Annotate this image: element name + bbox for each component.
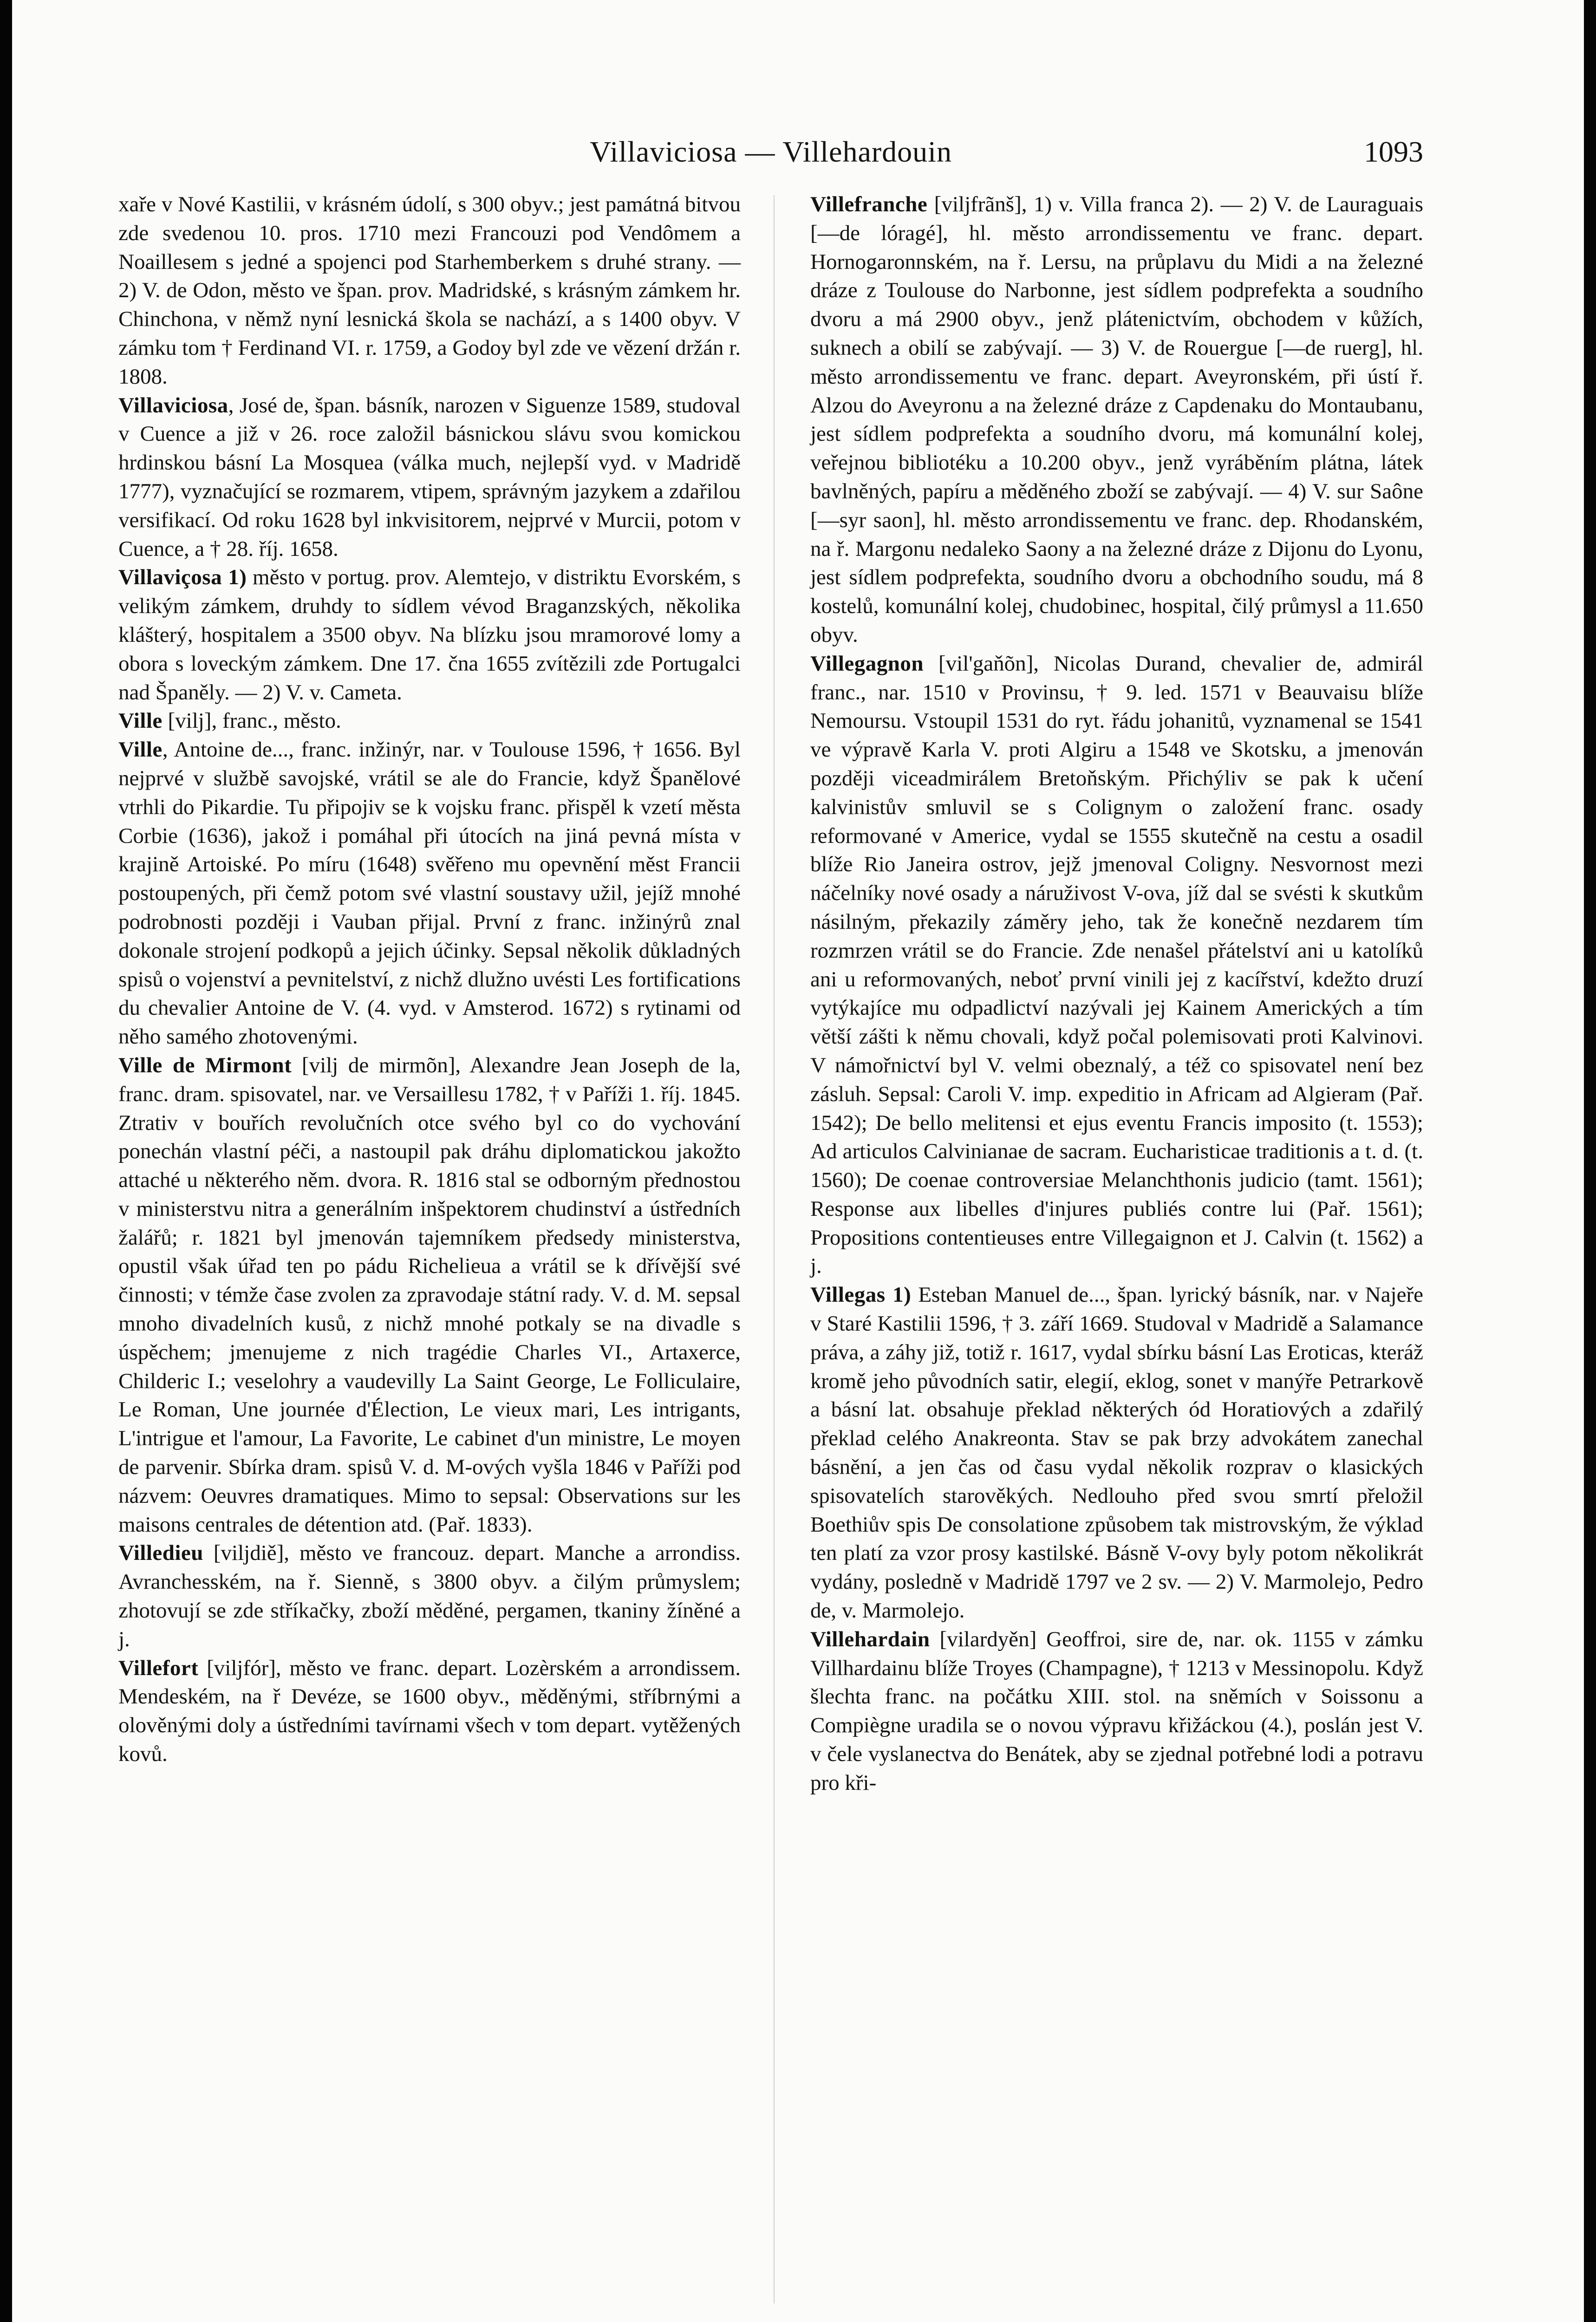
- dictionary-entry: [118, 1539, 741, 1654]
- entry-headword: Villaviçosa 1): [118, 565, 247, 590]
- entry-headword: Villefranche: [810, 192, 928, 216]
- entry-headword: Ville: [118, 737, 163, 762]
- dictionary-entry: [810, 1281, 1423, 1625]
- left-column: [118, 190, 741, 1769]
- entry-headword: Villegagnon: [810, 651, 924, 676]
- entry-text: [vil'gaňõn], Nicolas Durand, chevalier de, admirál franc., nar. 1510 v Provinsu, † 9. led. 1571 v Beauvaisu blíže Nemoursu. Vstoupil 1531 do ryt. řádu johanitů, vyznamenal se 1541 ve výpravě Karla V. proti Algiru a 1548 ve Skotsku, a jmenován později viceadmirálem Bretoňským. Přichýliv se pak k učení kalvinistův smluvil se s Colignym o založení franc. osady reformované v Americe, vydal se 1555 skutečně na cestu a osadil blíže Rio Janeira ostrov, jejž jmenoval Coligny. Nesvornost mezi náčelníky nové osady a náruživost V-ova, jíž dal se svésti k skutkům násilným, překazily záměry jeho, tak že konečně nezdarem tím rozmrzen vrátil se do Francie. Zde nenašel přátelství ani u katolíků ani u reformovaných, neboť první vinili jej z kacířství, kdežto druzí vytýkajíce mu odpadlictví nazývali jej Kainem Amerických a tím větší zášti k němu chovali, když počal polemisovati proti Kalvinovi. V námořnictví byl V. velmi obeznalý, a též co spisovatel není bez zásluh. Sepsal: Caroli V. imp. expeditio in Africam ad Algieram (Pař. 1542); De bello melitensi et ejus eventu Francis imposito (t. 1553); Ad articulos Calvinianae de sacram. Eucharisticae traditionis a t. d. (t. 1560); De coenae controversiae Melanchthonis judicio (tamt. 1561); Response aux libelles d'injures publiés contre lui (Pař. 1561); Propositions contentieuses entre Villegaignon et J. Calvin (t. 1562) a j.: [810, 651, 1423, 1278]
- entry-text: [vilj], franc., město.: [162, 709, 341, 733]
- dictionary-entry: [118, 1051, 741, 1539]
- entry-headword: Ville: [118, 709, 163, 733]
- dictionary-entry: [118, 1654, 741, 1769]
- entry-text: [vilardyěn] Geoffroi, sire de, nar. ok. 1155 v zámku Villhardainu blíže Troyes (Champagne), † 1213 v Messinopolu. Když šlechta franc. na počátku XIII. stol. na sněmích v Soissonu a Compiègne uradila se o novou výpravu křižáckou (4.), poslán jest V. v čele vyslanectva do Benátek, aby se zjednal potřebné lodi a potravu pro kři-: [810, 1627, 1423, 1795]
- entry-headword: Villaviciosa: [118, 393, 228, 417]
- dictionary-entry: [810, 190, 1423, 650]
- scan-border-left: [0, 0, 12, 2322]
- scan-border-right: [1584, 0, 1596, 2322]
- entry-headword: Villehardain: [810, 1627, 930, 1651]
- dictionary-entry: [118, 707, 741, 736]
- dictionary-entry: [810, 650, 1423, 1281]
- page-header: [118, 122, 1423, 177]
- dictionary-entry: [118, 563, 741, 707]
- entry-text: [viljdiě], město ve francouz. depart. Manche a arrondiss. Avranchesském, na ř. Sienně, s 3800 obyv. a čilým průmyslem; zhotovují se zde stříkačky, zboží měděné, pergamen, tkaniny žíněné a j.: [118, 1541, 741, 1651]
- entry-headword: Villedieu: [118, 1541, 203, 1565]
- entry-text: [vilj de mirmõn], Alexandre Jean Joseph de la, franc. dram. spisovatel, nar. ve Versaillesu 1782, † v Paříži 1. říj. 1845. Ztrativ v bouřích revolučních otce svého byl co do vychování ponechán vlastní péči, a nastoupil pak dráhu diplomatickou jakožto attaché u některého něm. dvora. R. 1816 stal se odborným přednostou v ministerstvu nitra a generálním inšpektorem chudinství a ústředních žalářů; r. 1821 byl jmenován tajemníkem předsedy ministerstva, opustil však úřad ten po pádu Richelieua a vrátil se k dřívější své činnosti; v témže čase zvolen za zpravodaje státní rady. V. d. M. sepsal mnoho divadelních kusů, z nichž mnohé potkaly se na divadle s úspěchem; jmenujeme z nich tragédie Charles VI., Artaxerce, Childeric I.; veselohry a vaudevilly La Saint George, Le Folliculaire, Le Roman, Une journée d'Élection, Le vieux mari, Les intrigants, L'intrigue et l'amour, La Favorite, Le cabinet d'un ministre, Le moyen de parvenir. Sbírka dram. spisů V. d. M-ových vyšla 1846 v Paříži pod názvem: Oeuvres dramatiques. Mimo to sepsal: Observations sur les maisons centrales de détention atd. (Pař. 1833).: [118, 1053, 741, 1537]
- column-divider: [774, 195, 775, 2303]
- entry-text: xaře v Nové Kastilii, v krásném údolí, s 300 obyv.; jest památná bitvou zde svedenou 10. pros. 1710 mezi Francouzi pod Vendômem a Noaillesem s jedné a spojenci pod Starhemberkem s druhé strany. — 2) V. de Odon, město ve špan. prov. Madridské, s krásným zámkem hr. Chinchona, v němž nyní lesnická škola se nachází, a s 1400 obyv. V zámku tom † Ferdinand VI. r. 1759, a Godoy byl zde ve vězení držán r. 1808.: [118, 192, 741, 389]
- entry-headword: Villegas 1): [810, 1283, 912, 1307]
- dictionary-entry: [118, 736, 741, 1051]
- right-column: [810, 190, 1423, 1798]
- entry-text: [viljfrãnš], 1) v. Villa franca 2). — 2) V. de Lauraguais [—de lóragé], hl. město arrondissementu ve franc. depart. Hornogaronnském, na ř. Lersu, na průplavu du Midi a na železné dráze z Toulouse do Narbonne, jest sídlem podprefekta a soudního dvoru a má 2900 obyv., jenž plátenictvím, obchodem v kůžích, suknech a obilí se zabývají. — 3) V. de Rouergue [—de ruerg], hl. město arrondissementu ve franc. depart. Aveyronském, při ústí ř. Alzou do Aveyronu a na železné dráze z Capdenaku do Montaubanu, jest sídlem podprefekta a soudního dvoru, má komunální kolej, veřejnou bibliotéku a 10.200 obyv., jenž vyráběním plátna, látek bavlněných, papíru a měděného zboží se zabývají. — 4) V. sur Saône [—syr saon], hl. město arrondissementu ve franc. dep. Rhodanském, na ř. Margonu nedaleko Saony a na železné dráze z Dijonu do Lyonu, jest sídlem podprefekta, soudního dvoru a obchodního soudu, má 8 kostelů, komunální kolej, chudobinec, hospital, čilý průmysl a 11.650 obyv.: [810, 192, 1423, 647]
- entry-text: , José de, špan. básník, narozen v Siguenze 1589, studoval v Cuence a již v 26. roce založil básnickou slávu svou komickou hrdinskou básní La Mosquea (válka much, nejlepší vyd. v Madridě 1777), vyznačující se rozmarem, vtipem, správným jazykem a zdařilou versifikací. Od roku 1628 byl inkvisitorem, nejprvé v Murcii, potom v Cuence, a † 28. říj. 1658.: [118, 393, 741, 561]
- page-number: 1093: [1364, 135, 1423, 168]
- entry-text: Esteban Manuel de..., špan. lyrický básník, nar. v Najeře v Staré Kastilii 1596, † 3. září 1669. Studoval v Madridě a Salamance práva, a záhy již, totiž r. 1617, vydal sbírku básní Las Eroticas, kteráž kromě jeho původních satir, elegií, eklog, sonet v manýře Petrarkově a básní lat. obsahuje překlad některých ód Horatiových a zdařilý překlad celého Anakreonta. Stav se pak brzy advokátem zanechal básnění, a jen čas od času vydal několik rozprav o klasických spisovatelích starověkých. Nedlouho před svou smrtí přeložil Boethiův spis De consolatione způsobem tak mistrovským, že výklad ten platí za vzor prosy kastilské. Básně V-ovy byly potom několikrát vydány, posledně v Madridě 1797 ve 2 sv. — 2) V. Marmolejo, Pedro de, v. Marmolejo.: [810, 1283, 1423, 1623]
- entry-text: , Antoine de..., franc. inžinýr, nar. v Toulouse 1596, † 1656. Byl nejprvé v službě savojské, vrátil se ale do Francie, když Španělové vtrhli do Pikardie. Tu připojiv se k vojsku franc. přispěl k vzetí města Corbie (1636), jakož i pomáhal při útocích na jiná pevná místa v krajině Artoiské. Po míru (1648) svěřeno mu opevnění měst Francii postoupených, při čemž potom své vlastní soustavy užil, jejíž mnohé podrobnosti později i Vauban přijal. První z franc. inžinýrů znal dokonale strojení podkopů a jejich účinky. Sepsal několik důkladných spisů o vojenství a pevnitelství, z nichž dlužno uvésti Les fortifications du chevalier Antoine de V. (4. vyd. v Amsterod. 1672) s rytinami od něho samého zhotovenými.: [118, 737, 741, 1049]
- entry-headword: Ville de Mirmont: [118, 1053, 292, 1077]
- entry-headword: Villefort: [118, 1656, 199, 1680]
- entry-text: [viljfór], město ve franc. depart. Lozèrském a arrondissem. Mendeském, na ř Devéze, se 1600 obyv., měděnými, stříbrnými a olověnými doly a ústředními tavírnami všech v tom depart. vytěžených kovů.: [118, 1656, 741, 1767]
- dictionary-entry: [118, 391, 741, 564]
- dictionary-entry: [118, 190, 741, 391]
- running-title: Villaviciosa — Villehardouin: [590, 135, 952, 168]
- dictionary-entry: [810, 1625, 1423, 1798]
- entry-text: město v portug. prov. Alemtejo, v distriktu Evorském, s velikým zámkem, druhdy to sídlem vévod Braganzských, několika klášterý, hospitalem a 3500 obyv. Na blízku jsou mramorové lomy a obora s loveckým zámkem. Dne 17. čna 1655 zvítězili zde Portugalci nad Španěly. — 2) V. v. Cameta.: [118, 565, 741, 704]
